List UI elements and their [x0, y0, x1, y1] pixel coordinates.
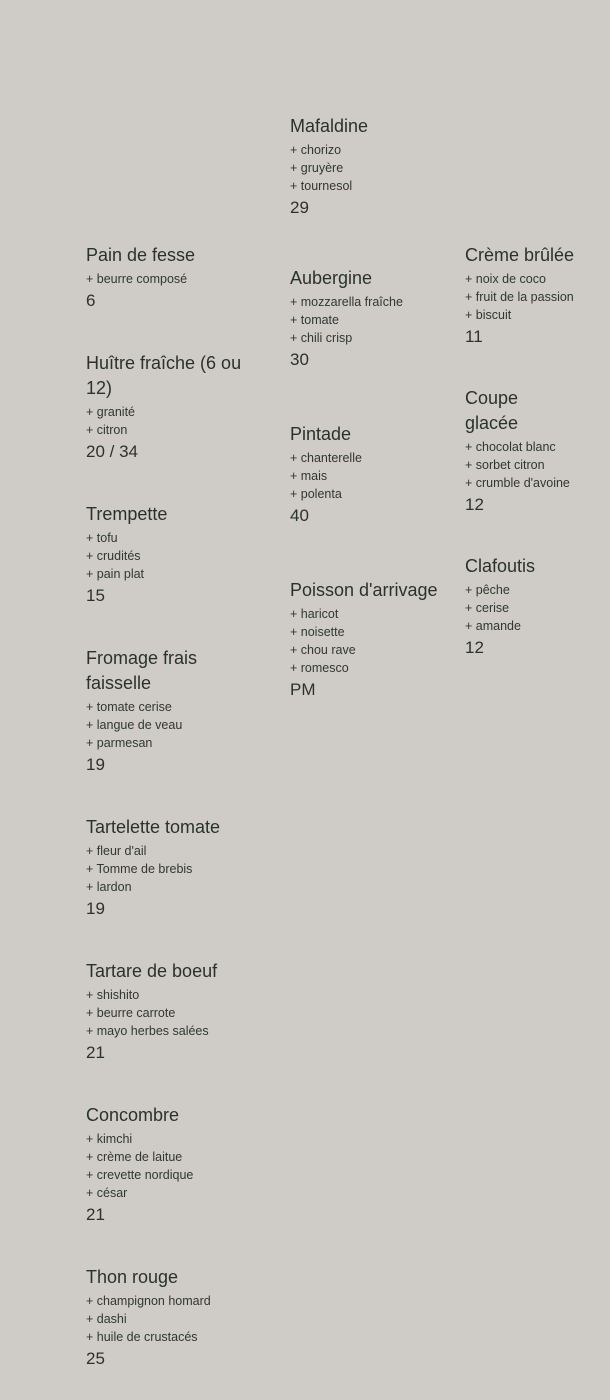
- dish-ingredient: + polenta: [290, 487, 342, 501]
- dish-ingredient: + huile de crustacés: [86, 1330, 198, 1344]
- dish-ingredient: + dashi: [86, 1312, 127, 1326]
- dish-name: Huître fraîche (6 ou 12): [86, 353, 242, 398]
- menu-column-left: [86, 243, 256, 1371]
- dish-ingredient: + crème de laitue: [86, 1150, 183, 1164]
- dish-price: 30: [290, 350, 309, 369]
- dish-ingredients: [465, 270, 575, 324]
- dish-price: 20 / 34: [86, 442, 138, 461]
- dish-ingredient: + crumble d'avoine: [465, 476, 570, 490]
- dish-ingredients: [465, 438, 575, 492]
- dish-ingredient: + fruit de la passion: [465, 290, 574, 304]
- dish-ingredient: + granité: [86, 405, 135, 419]
- menu-dish: [290, 422, 450, 528]
- dish-name: Crème brûlée: [465, 245, 575, 265]
- menu-dish: [86, 351, 256, 464]
- dish-ingredient: + pêche: [465, 583, 510, 597]
- dish-ingredient: + césar: [86, 1186, 128, 1200]
- dish-ingredient: + crudités: [86, 549, 141, 563]
- dish-ingredient: + biscuit: [465, 308, 512, 322]
- dish-ingredient: + haricot: [290, 607, 339, 621]
- dish-price: 19: [86, 755, 105, 774]
- menu-dish: [86, 959, 256, 1065]
- dish-ingredients: [86, 403, 256, 439]
- dish-name: Poisson d'arrivage: [290, 580, 438, 600]
- dish-ingredient: + kimchi: [86, 1132, 133, 1146]
- dish-ingredient: + shishito: [86, 988, 140, 1002]
- menu-dish: [86, 243, 256, 313]
- dish-price: 15: [86, 586, 105, 605]
- dish-ingredients: [86, 842, 256, 896]
- dish-ingredient: + champignon homard: [86, 1294, 211, 1308]
- dish-ingredient: + chou rave: [290, 643, 356, 657]
- dish-name: Tartare de boeuf: [86, 961, 218, 981]
- dish-name: Clafoutis: [465, 556, 536, 576]
- dish-ingredients: [290, 141, 450, 195]
- dish-ingredient: + beurre composé: [86, 272, 188, 286]
- dish-ingredient: + noisette: [290, 625, 345, 639]
- dish-ingredient: + tomate: [290, 313, 339, 327]
- dish-ingredients: [290, 449, 450, 503]
- dish-price: 21: [86, 1043, 105, 1062]
- menu-dish: [465, 243, 575, 349]
- dish-ingredients: [86, 1292, 256, 1346]
- menu-dish: [290, 114, 450, 220]
- dish-ingredient: + lardon: [86, 880, 132, 894]
- dish-ingredients: [86, 270, 256, 288]
- menu-dish: [86, 1103, 256, 1227]
- dish-ingredient: + mozzarella fraîche: [290, 295, 403, 309]
- dish-name: Trempette: [86, 504, 168, 524]
- dish-ingredients: [86, 986, 256, 1040]
- menu-dish: [86, 1265, 256, 1371]
- dish-name: Concombre: [86, 1105, 180, 1125]
- dish-ingredients: [290, 293, 450, 347]
- dish-ingredient: + parmesan: [86, 736, 153, 750]
- dish-ingredient: + fleur d'ail: [86, 844, 147, 858]
- menu-dish: [86, 646, 256, 777]
- dish-ingredient: + tomate cerise: [86, 700, 172, 714]
- dish-name: Aubergine: [290, 268, 373, 288]
- menu-dish: [290, 578, 450, 702]
- menu-dish: [465, 554, 575, 660]
- dish-ingredient: + Tomme de brebis: [86, 862, 193, 876]
- dish-name: Pain de fesse: [86, 245, 196, 265]
- dish-ingredient: + amande: [465, 619, 521, 633]
- dish-ingredient: + langue de veau: [86, 718, 183, 732]
- dish-ingredient: + pain plat: [86, 567, 145, 581]
- dish-ingredient: + mais: [290, 469, 328, 483]
- dish-ingredients: [86, 529, 256, 583]
- dish-ingredient: + chocolat blanc: [465, 440, 556, 454]
- dish-ingredient: + chili crisp: [290, 331, 353, 345]
- dish-price: 12: [465, 495, 484, 514]
- menu-column-middle: [290, 114, 450, 702]
- dish-price: 12: [465, 638, 484, 657]
- dish-price: 11: [465, 327, 483, 346]
- dish-ingredients: [465, 581, 575, 635]
- dish-price: 29: [290, 198, 309, 217]
- menu-dish: [290, 266, 450, 372]
- menu-dish: [465, 386, 575, 517]
- dish-price: 6: [86, 291, 96, 310]
- dish-ingredient: + gruyère: [290, 161, 344, 175]
- dish-ingredients: [86, 698, 256, 752]
- dish-ingredient: + beurre carrote: [86, 1006, 176, 1020]
- dish-ingredient: + tofu: [86, 531, 118, 545]
- menu-column-right: [465, 243, 575, 660]
- dish-ingredient: + noix de coco: [465, 272, 546, 286]
- dish-name: Pintade: [290, 424, 352, 444]
- dish-name: Mafaldine: [290, 116, 369, 136]
- dish-ingredient: + cerise: [465, 601, 510, 615]
- dish-ingredient: + sorbet citron: [465, 458, 545, 472]
- dish-name: Fromage frais faisselle: [86, 648, 198, 693]
- dish-ingredient: + citron: [86, 423, 128, 437]
- dish-ingredient: + tournesol: [290, 179, 353, 193]
- dish-price: 25: [86, 1349, 105, 1368]
- dish-ingredient: + mayo herbes salées: [86, 1024, 209, 1038]
- menu-dish: [86, 815, 256, 921]
- dish-name: Coupe glacée: [465, 388, 519, 433]
- dish-ingredient: + crevette nordique: [86, 1168, 194, 1182]
- dish-name: Tartelette tomate: [86, 817, 221, 837]
- dish-ingredient: + romesco: [290, 661, 349, 675]
- dish-ingredients: [290, 605, 450, 677]
- dish-ingredient: + chorizo: [290, 143, 342, 157]
- dish-ingredient: + chanterelle: [290, 451, 362, 465]
- dish-name: Thon rouge: [86, 1267, 179, 1287]
- dish-price: 21: [86, 1205, 105, 1224]
- dish-price: PM: [290, 680, 316, 699]
- dish-price: 19: [86, 899, 105, 918]
- dish-ingredients: [86, 1130, 256, 1202]
- dish-price: 40: [290, 506, 309, 525]
- menu-dish: [86, 502, 256, 608]
